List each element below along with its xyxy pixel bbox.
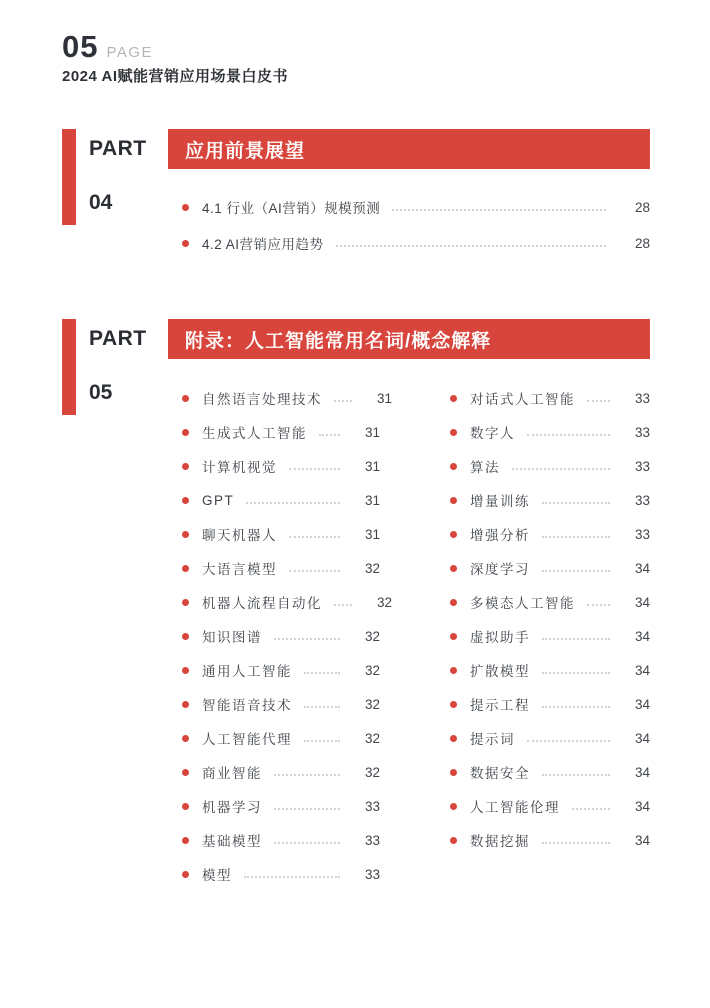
toc-item-page: 34 bbox=[634, 832, 650, 848]
toc-item[interactable] bbox=[450, 823, 650, 857]
dot-leader bbox=[289, 570, 340, 572]
toc-item[interactable] bbox=[182, 619, 380, 653]
dot-leader bbox=[542, 570, 610, 572]
part-number: 05 bbox=[89, 381, 113, 404]
toc-item-label: 计算机视觉 bbox=[202, 460, 277, 475]
toc-item[interactable] bbox=[182, 653, 380, 687]
toc-item[interactable] bbox=[182, 823, 380, 857]
toc-item-label: 生成式人工智能 bbox=[202, 426, 307, 441]
toc-item-page: 31 bbox=[364, 526, 380, 542]
bullet-icon bbox=[450, 633, 457, 640]
toc-item-page: 32 bbox=[376, 594, 392, 610]
toc-item-page: 33 bbox=[364, 798, 380, 814]
dot-leader bbox=[336, 245, 606, 247]
page-number: 05 bbox=[62, 29, 99, 64]
toc-item[interactable] bbox=[450, 721, 650, 755]
bullet-icon bbox=[182, 735, 189, 742]
part-04-section bbox=[62, 129, 650, 261]
toc-item-page: 32 bbox=[364, 560, 380, 576]
toc-item-label: 知识图谱 bbox=[202, 630, 262, 645]
toc-item[interactable] bbox=[450, 381, 650, 415]
dot-leader bbox=[542, 774, 610, 776]
toc-item-label: 数据安全 bbox=[470, 766, 530, 781]
toc-item[interactable] bbox=[450, 619, 650, 653]
dot-leader bbox=[527, 740, 610, 742]
dot-leader bbox=[334, 400, 352, 402]
part-04-toc-list bbox=[168, 189, 650, 261]
part-04-content bbox=[168, 129, 650, 261]
dot-leader bbox=[542, 536, 610, 538]
toc-item-page: 32 bbox=[364, 662, 380, 678]
bullet-icon bbox=[450, 803, 457, 810]
toc-item-page: 31 bbox=[364, 424, 380, 440]
glossary-column-left bbox=[182, 381, 392, 891]
toc-item-page: 32 bbox=[364, 764, 380, 780]
dot-leader bbox=[527, 434, 610, 436]
toc-item-label: 提示词 bbox=[470, 732, 515, 747]
toc-item-label: 多模态人工智能 bbox=[470, 596, 575, 611]
section-banner-title: 应用前景展望 bbox=[185, 140, 306, 162]
bullet-icon bbox=[450, 769, 457, 776]
dot-leader bbox=[319, 434, 340, 436]
bullet-icon bbox=[182, 701, 189, 708]
toc-item-page: 33 bbox=[634, 492, 650, 508]
toc-item-page: 33 bbox=[364, 866, 380, 882]
toc-item[interactable] bbox=[182, 225, 650, 261]
toc-item-label: 对话式人工智能 bbox=[470, 392, 575, 407]
bullet-icon bbox=[450, 497, 457, 504]
dot-leader bbox=[274, 638, 340, 640]
toc-item-page: 31 bbox=[364, 492, 380, 508]
toc-item-label: 人工智能代理 bbox=[202, 732, 292, 747]
toc-item-page: 33 bbox=[634, 458, 650, 474]
dot-leader bbox=[542, 842, 610, 844]
toc-item-label: 商业智能 bbox=[202, 766, 262, 781]
bullet-icon bbox=[182, 871, 189, 878]
toc-item-label: GPT bbox=[202, 492, 235, 508]
toc-item-page: 32 bbox=[364, 696, 380, 712]
bullet-icon bbox=[450, 667, 457, 674]
toc-item-page: 32 bbox=[364, 730, 380, 746]
page-number-row bbox=[62, 30, 650, 64]
toc-item-label: 增强分析 bbox=[470, 528, 530, 543]
toc-item-label: 通用人工智能 bbox=[202, 664, 292, 679]
bullet-icon bbox=[182, 395, 189, 402]
part-05-label-column bbox=[76, 319, 168, 891]
part-04-label-column bbox=[76, 129, 168, 261]
dot-leader bbox=[304, 740, 340, 742]
toc-item[interactable] bbox=[450, 585, 650, 619]
dot-leader bbox=[334, 604, 352, 606]
dot-leader bbox=[572, 808, 610, 810]
toc-item-label: 4.2 AI营销应用趋势 bbox=[202, 237, 324, 252]
dot-leader bbox=[542, 638, 610, 640]
toc-item[interactable] bbox=[182, 755, 380, 789]
part-accent-bar bbox=[62, 129, 76, 225]
bullet-icon bbox=[182, 204, 189, 211]
toc-item-page: 31 bbox=[364, 458, 380, 474]
toc-item[interactable] bbox=[450, 449, 650, 483]
section-banner-title: 附录：人工智能常用名词/概念解释 bbox=[185, 330, 492, 352]
toc-item-label: 深度学习 bbox=[470, 562, 530, 577]
toc-item[interactable] bbox=[450, 687, 650, 721]
toc-item-page: 34 bbox=[634, 560, 650, 576]
dot-leader bbox=[289, 536, 340, 538]
toc-item[interactable] bbox=[450, 789, 650, 823]
glossary-columns bbox=[168, 381, 650, 891]
part-accent-bar bbox=[62, 319, 76, 415]
dot-leader bbox=[244, 876, 340, 878]
bullet-icon bbox=[182, 240, 189, 247]
toc-item[interactable] bbox=[182, 415, 380, 449]
bullet-icon bbox=[450, 565, 457, 572]
dot-leader bbox=[274, 842, 340, 844]
toc-item-label: 基础模型 bbox=[202, 834, 262, 849]
toc-item-page: 33 bbox=[634, 526, 650, 542]
toc-item[interactable] bbox=[182, 189, 650, 225]
bullet-icon bbox=[182, 769, 189, 776]
dot-leader bbox=[304, 706, 340, 708]
toc-item[interactable] bbox=[450, 517, 650, 551]
bullet-icon bbox=[450, 701, 457, 708]
bullet-icon bbox=[450, 599, 457, 606]
bullet-icon bbox=[182, 667, 189, 674]
toc-item-label: 自然语言处理技术 bbox=[202, 392, 322, 407]
toc-item-page: 34 bbox=[634, 730, 650, 746]
toc-item-label: 4.1 行业（AI营销）规模预测 bbox=[202, 201, 381, 216]
dot-leader bbox=[304, 672, 340, 674]
part-label: PART bbox=[89, 137, 147, 160]
toc-item-label: 模型 bbox=[202, 868, 232, 883]
toc-item-page: 34 bbox=[634, 628, 650, 644]
dot-leader bbox=[512, 468, 610, 470]
dot-leader bbox=[274, 774, 340, 776]
page-label: PAGE bbox=[106, 44, 154, 61]
bullet-icon bbox=[182, 803, 189, 810]
toc-item[interactable] bbox=[182, 449, 380, 483]
toc-item-page: 32 bbox=[364, 628, 380, 644]
dot-leader bbox=[246, 502, 340, 504]
toc-item[interactable] bbox=[182, 721, 380, 755]
toc-item-label: 聊天机器人 bbox=[202, 528, 277, 543]
toc-item-page: 34 bbox=[634, 662, 650, 678]
bullet-icon bbox=[182, 633, 189, 640]
toc-item-label: 人工智能伦理 bbox=[470, 800, 560, 815]
bullet-icon bbox=[450, 735, 457, 742]
toc-item[interactable] bbox=[182, 857, 380, 891]
toc-item-label: 扩散模型 bbox=[470, 664, 530, 679]
part-05-content bbox=[168, 319, 650, 891]
dot-leader bbox=[274, 808, 340, 810]
bullet-icon bbox=[182, 497, 189, 504]
toc-item-label: 机器学习 bbox=[202, 800, 262, 815]
part-number: 04 bbox=[89, 191, 113, 214]
toc-item-page: 34 bbox=[634, 764, 650, 780]
toc-item[interactable] bbox=[182, 585, 392, 619]
section-banner bbox=[168, 319, 650, 359]
toc-item-label: 增量训练 bbox=[470, 494, 530, 509]
toc-item-page: 34 bbox=[634, 696, 650, 712]
toc-item-page: 33 bbox=[364, 832, 380, 848]
toc-item[interactable] bbox=[450, 551, 650, 585]
dot-leader bbox=[587, 604, 610, 606]
toc-item-page: 34 bbox=[634, 594, 650, 610]
toc-item-label: 提示工程 bbox=[470, 698, 530, 713]
toc-item[interactable] bbox=[450, 483, 650, 517]
dot-leader bbox=[289, 468, 340, 470]
bullet-icon bbox=[450, 463, 457, 470]
bullet-icon bbox=[450, 837, 457, 844]
toc-item-page: 28 bbox=[634, 235, 650, 251]
toc-item[interactable] bbox=[182, 687, 380, 721]
document-title: 2024 AI赋能营销应用场景白皮书 bbox=[62, 68, 288, 85]
toc-item-page: 34 bbox=[634, 798, 650, 814]
dot-leader bbox=[542, 672, 610, 674]
toc-item-label: 大语言模型 bbox=[202, 562, 277, 577]
bullet-icon bbox=[182, 429, 189, 436]
glossary-column-right bbox=[450, 381, 650, 891]
toc-item[interactable] bbox=[182, 381, 392, 415]
dot-leader bbox=[542, 502, 610, 504]
page-header bbox=[0, 0, 710, 87]
bullet-icon bbox=[450, 395, 457, 402]
toc-item[interactable] bbox=[182, 517, 380, 551]
toc-item-label: 数据挖掘 bbox=[470, 834, 530, 849]
bullet-icon bbox=[182, 599, 189, 606]
dot-leader bbox=[542, 706, 610, 708]
toc-item-page: 33 bbox=[634, 390, 650, 406]
toc-item[interactable] bbox=[182, 551, 380, 585]
toc-item-label: 智能语音技术 bbox=[202, 698, 292, 713]
bullet-icon bbox=[182, 463, 189, 470]
toc-item-label: 机器人流程自动化 bbox=[202, 596, 322, 611]
bullet-icon bbox=[182, 837, 189, 844]
bullet-icon bbox=[182, 531, 189, 538]
toc-item-page: 31 bbox=[376, 390, 392, 406]
part-05-section bbox=[62, 319, 650, 891]
bullet-icon bbox=[182, 565, 189, 572]
toc-item[interactable] bbox=[450, 415, 650, 449]
bullet-icon bbox=[450, 531, 457, 538]
part-label: PART bbox=[89, 327, 147, 350]
toc-item-label: 数字人 bbox=[470, 426, 515, 441]
dot-leader bbox=[587, 400, 610, 402]
toc-item-label: 虚拟助手 bbox=[470, 630, 530, 645]
toc-item-label: 算法 bbox=[470, 460, 500, 475]
toc-item[interactable] bbox=[182, 789, 380, 823]
dot-leader bbox=[392, 209, 606, 211]
section-banner bbox=[168, 129, 650, 169]
toc-item-page: 33 bbox=[634, 424, 650, 440]
toc-item[interactable] bbox=[450, 755, 650, 789]
toc-item-page: 28 bbox=[634, 199, 650, 215]
toc-item[interactable] bbox=[450, 653, 650, 687]
bullet-icon bbox=[450, 429, 457, 436]
toc-item[interactable] bbox=[182, 483, 380, 517]
